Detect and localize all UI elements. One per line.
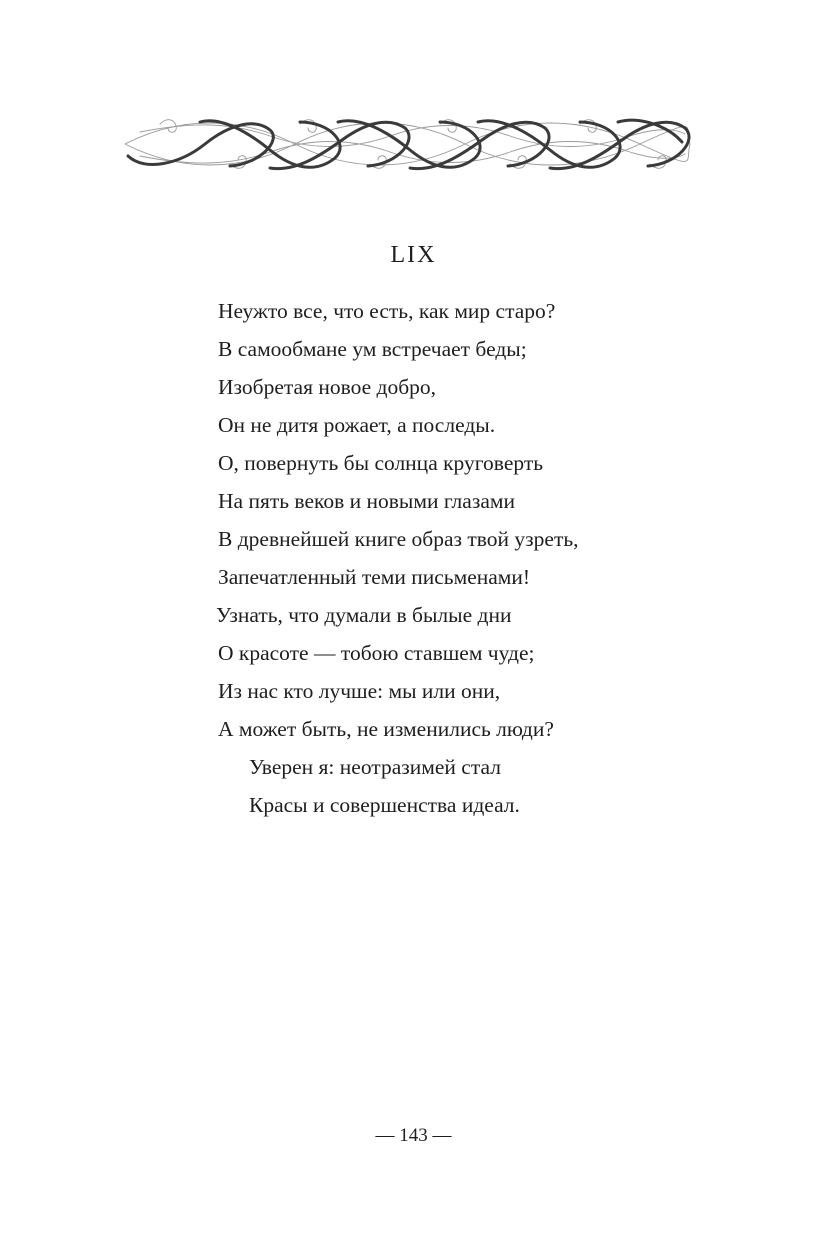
verse-line: Неужто все, что есть, как мир старо? [218, 299, 556, 323]
verse-line: Узнать, что думали в былые дни [216, 603, 512, 627]
verse-line: На пять веков и новыми глазами [218, 489, 515, 513]
page-number: — 143 — [375, 1125, 452, 1146]
verse-line: Из нас кто лучше: мы или они, [218, 679, 501, 703]
couplet-line: Уверен я: неотразимей стал [249, 755, 501, 779]
verse-line: А может быть, не изменились люди? [218, 717, 554, 741]
verse-line: О, повернуть бы солнца круговерть [218, 451, 544, 475]
verse-line: Изобретая новое добро, [218, 375, 437, 399]
verse-line: Он не дитя рожает, а последы. [218, 413, 496, 437]
couplet-line: Красы и совершенства идеал. [249, 793, 520, 817]
verse-line: Запечатленный теми письменами! [218, 565, 531, 589]
verse-line: В древнейшей книге образ твой узреть, [218, 527, 579, 551]
verse-line: В самообмане ум встречает беды; [218, 337, 527, 361]
poem-stanza [218, 292, 579, 824]
poem-number: LIX [390, 242, 437, 268]
decorative-scroll-border-icon [120, 112, 695, 176]
verse-line: О красоте — тобою ставшем чуде; [218, 641, 535, 665]
